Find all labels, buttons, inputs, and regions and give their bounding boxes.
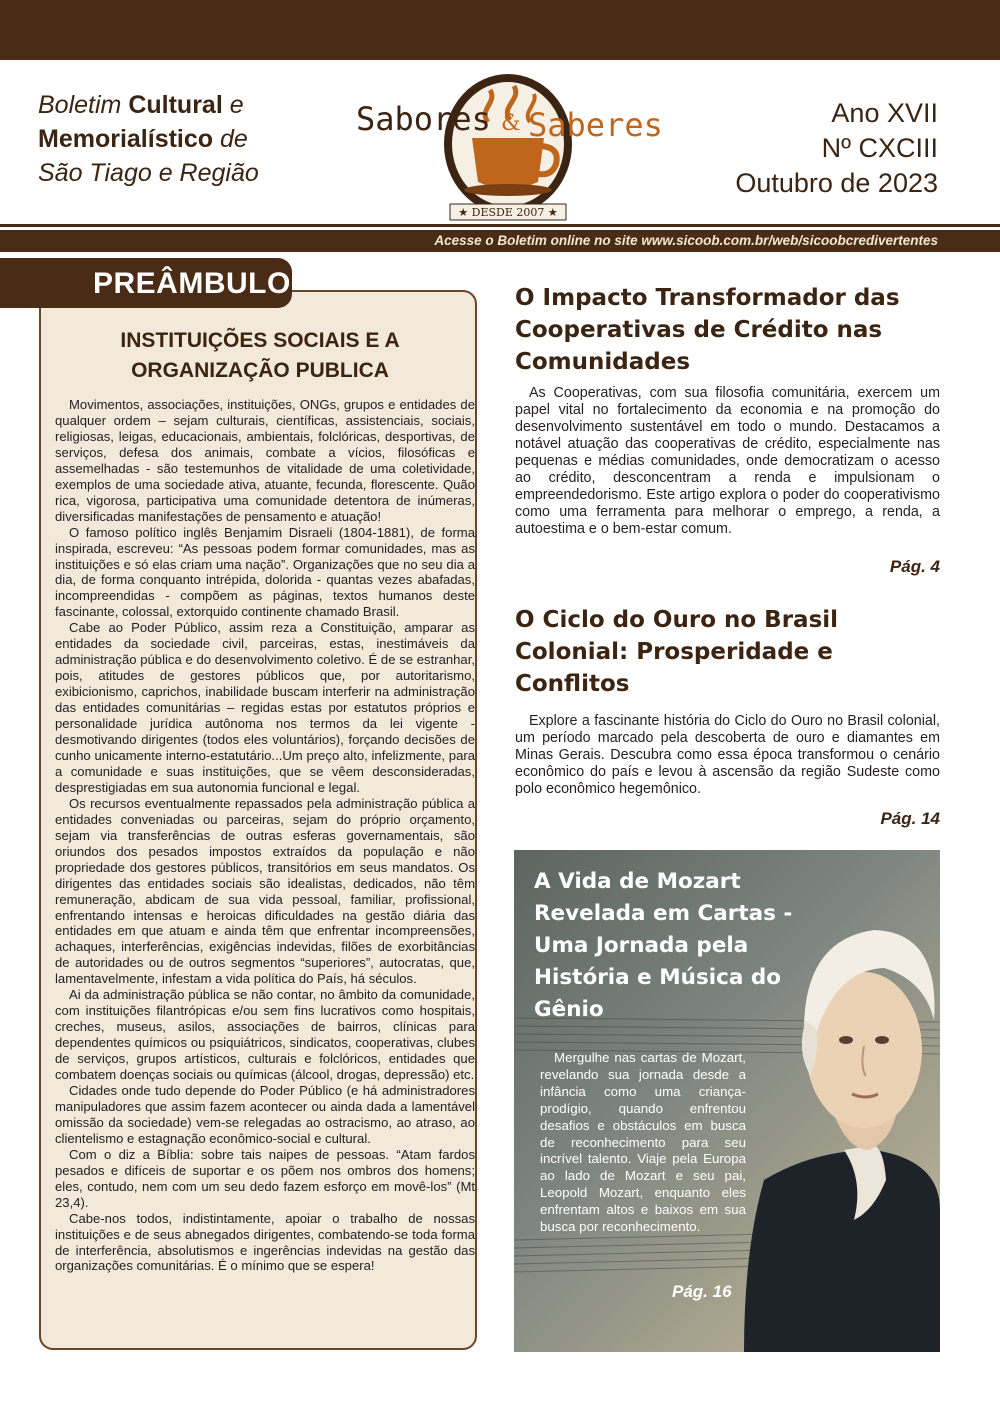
preamble-paragraph: Movimentos, associações, instituições, ONGs, grupos e entidades de qualquer ordem – sejam culturais, científicas, assistenciais, sociais, religiosas, leigas, educacionais, ambientais, folclóricas, desportivas, de serviços, defesa dos animais, combate a vícios, filosóficas e assemelhadas - são testemunhos de vitalidade de uma coletividade, exemplos de uma sociedade ativa, atuante, fecunda, florescente. Quão rica, vigorosa, participativa uma comunidade detentora de inúmeras, diversificadas manifestações de pensamento e atuação! [55, 397, 475, 524]
preamble-paragraph: Ai da administração pública se não contar, no âmbito da comunidade, com instituições filantrópicas e/ou sem fins lucrativos como hospitais, creches, museus, asilos, associações de bairros, clínicas para dependentes químicos ou psiquiátricos, sindicatos, cooperativas, clubes de serviços, grupos artísticos, culturais e folclóricos, entidades que combatem doenças sociais ou químicas (álcool, drogas, depressão) etc. [55, 987, 475, 1083]
mozart-text: Mergulhe nas cartas de Mozart, revelando sua jornada desde a infância como uma criança-prodígio, quando enfrentou desafios e obstáculos em busca de reconhecimento para seu incrível talento. Viaje pela Europa ao lado de Mozart e seu pai, Leopold Mozart, enquanto eles enfrentam altos e baixos em sua busca por reconhecimento. [540, 1050, 746, 1235]
article-ouro-body [515, 713, 940, 798]
article-cooperativas-title[interactable]: O Impacto Transformador das Cooperativas de Crédito nas Comunidades [515, 285, 900, 375]
mozart-feature[interactable] [514, 850, 940, 1352]
preamble-paragraph: Cabe-nos todos, indistintamente, apoiar o trabalho de nossas instituições e de seus abnegados dirigentes, combatendo-se toda forma de interferência, absolutismos e ingerências indevidas na gestão das organizações comunitárias. É o mínimo que se espera! [55, 1210, 475, 1274]
mozart-body [540, 1050, 746, 1236]
masthead-word-boletim: Boletim [38, 91, 122, 119]
article-ouro-text: Explore a fascinante história do Ciclo do Ouro no Brasil colonial, um período marcado pela descoberta de ouro e diamantes em Minas Gerais. Descubra como essa época transformou o cenário econômico do país e levou à ascensão da região Sudeste como polo econômico hegemônico. [515, 713, 940, 797]
issue-number: Nº CXCIII [821, 133, 938, 163]
preamble-title: INSTITUIÇÕES SOCIAIS E A ORGANIZAÇÃO PUBLICA [120, 329, 400, 382]
article-cooperativas-text: As Cooperativas, com sua filosofia comunitária, exercem um papel vital no fortalecimento da economia e na promoção do desenvolvimento sustentável em todo o mundo. Destacamos a notável atuação das cooperativas de crédito, especialmente nas pequenas e médias comunidades, onde democratizam o acesso ao crédito, desconcentram a renda e impulsionam o empreendedorismo. Este artigo explora o poder do cooperativismo como uma ferramenta para melhorar o emprego, a renda, a autoestima e o bem-estar comum. [515, 385, 940, 537]
preamble-paragraph: Com o diz a Bíblia: sobre tais naipes de pessoas. “Atam fardos pesados e difíceis de suportar e os põem nos ombros dos homens; eles, contudo, nem com um seu dedo fazem esforço em movê-los” (Mt 23,4). [55, 1146, 475, 1210]
preamble-paragraph: Cidades onde tudo depende do Poder Público (e há administradores manipuladores que assim fazem acontecer ou ainda dada a lamentável omissão da sociedade) vem-se relegadas ao ostracismo, ao atraso, ao clientelismo e estagnação econômico-social e cultural. [55, 1082, 475, 1146]
issue-info [735, 96, 938, 201]
article-cooperativas-body [515, 385, 940, 538]
masthead-word-memorialistico: Memorialístico [38, 125, 214, 153]
article-ouro-title[interactable]: O Ciclo do Ouro no Brasil Colonial: Prosperidade e Conflitos [515, 607, 839, 697]
masthead-region: São Tiago e Região [38, 159, 259, 187]
article-cooperativas-page[interactable]: Pág. 4 [889, 557, 940, 576]
logo-word-saberes: Saberes [528, 106, 663, 144]
online-url-bar [0, 230, 1000, 252]
logo-ampersand: & [501, 111, 521, 136]
preamble-tab [0, 258, 292, 308]
preamble-paragraph: O famoso político inglês Benjamim Disraeli (1804-1881), de forma inspirada, escreveu: “As pessoas podem formar comunidades, mas as instituições e só elas criam uma nação”. Organizações que no seu dia a dia, de forma conquanto intrépida, dolorida - quantas vezes abafadas, incompreendidas - compõem as páginas, textos humanos deste fascinante, colossal, extorquido continente chamado Brasil. [55, 524, 475, 620]
masthead-word-cultural: Cultural [128, 91, 223, 119]
masthead-word-de: de [220, 125, 248, 153]
preamble-paragraph: Cabe ao Poder Público, assim reza a Constituição, amparar as entidades da sociedade civil, parceiras, estas, inestimáveis da administração pública e do desenvolvimento coletivo. É de se estranhar, pois, atitudes de gestores públicos que, por autoritarismo, exibicionismo, caprichos, inabilidade buscam interferir na administração das entidades comunitárias – regidas estas por estatutos próprios e personalidade jurídica autônoma nos termos da lei vigente - desmotivando dirigentes (todos eles voluntários), forçando decisões de cunho unicamente interno-estatutário...Um preço alto, infelizmente, para a comunidade e suas instituições, que se vêem desconsideradas, desprestigiadas em sua autonomia funcional e legal. [55, 620, 475, 795]
preamble-body [55, 397, 475, 1274]
preamble-tab-label: PREÂMBULO [93, 267, 291, 300]
header-rule [0, 224, 1000, 227]
online-url-text[interactable]: Acesse o Boletim online no site www.sicoob.com.br/web/sicoobcredivertentes [434, 233, 938, 248]
issue-date: Outubro de 2023 [735, 168, 938, 198]
masthead-word-e: e [229, 91, 244, 119]
preamble-paragraph: Os recursos eventualmente repassados pela administração pública a entidades conveniadas ou parceiras, sejam do próprio orçamento, sejam via transferências de outras esferas governamentais, são oriundos dos pesados impostos extraídos da população e não propriedade dos gestores públicos, transitórios em seus mandatos. Os dirigentes das entidades sociais são idealistas, dedicados, não têm remuneração, abdicam de sua vida pessoal, familiar, profissional, enfrentando intensas e heroicas dificuldades na gestão diária das entidades em que atuam e ainda têm que enfrentar incompreensões, achaques, interferências, exigências indevidas, filões de exorbitâncias de autoridades ou de outros segmentos “superiores”, autocratas, que, lamentavelmente, infestam a vida política do País, há séculos. [55, 795, 475, 987]
mozart-title[interactable]: A Vida de Mozart Revelada em Cartas - Uma Jornada pela História e Música do Gênio [534, 869, 793, 1022]
sabores-saberes-logo [338, 72, 678, 222]
logo-word-sabores: Sabores [356, 100, 491, 138]
masthead-title [38, 88, 338, 190]
mozart-page[interactable]: Pág. 16 [672, 1282, 732, 1301]
logo-since: ★ DESDE 2007 ★ [458, 206, 558, 219]
article-ouro-page[interactable]: Pág. 14 [880, 809, 940, 828]
top-header-bar [0, 0, 1000, 60]
issue-year: Ano XVII [831, 98, 938, 128]
